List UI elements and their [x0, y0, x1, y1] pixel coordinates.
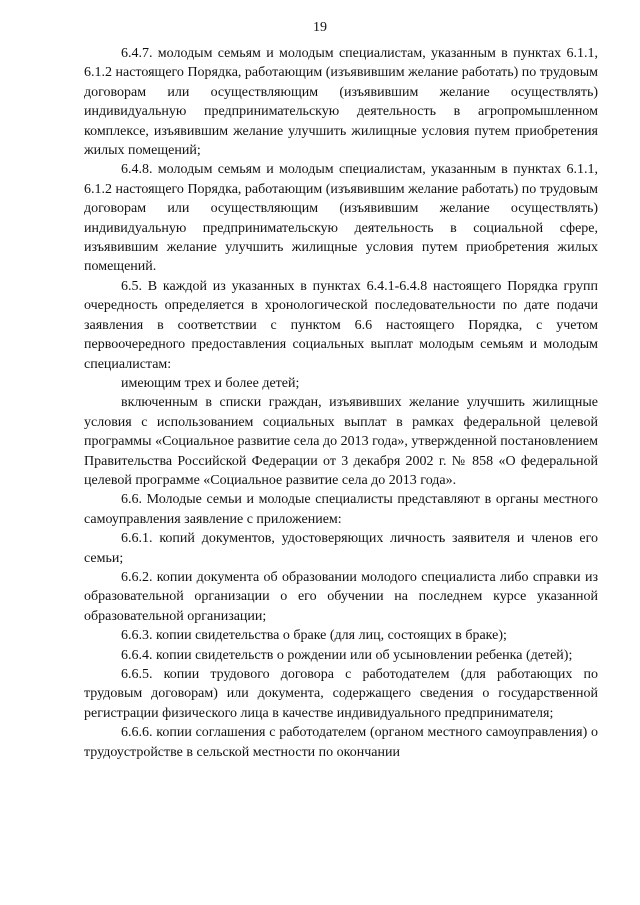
document-body — [84, 44, 598, 762]
list-item-three-children: имеющим трех и более детей; — [121, 375, 300, 391]
paragraph-6-6: 6.6. Молодые семьи и молодые специалисты представляют в органы местного самоуправления заявление с приложением: — [84, 492, 598, 527]
paragraph-6-4-8: 6.4.8. молодым семьям и молодым специалистам, указанным в пунктах 6.1.1, 6.1.2 настоящего Порядка, работающим (изъявившим желание работать) по трудовым договорам или осуществляющим (изъявившим желание осуществлять) индивидуальную предпринимательскую деятельность в социальной сфере, изъявившим желание улучшить жилищные условия путем приобретения жилых помещений. — [84, 162, 598, 275]
paragraph-6-6-2: 6.6.2. копии документа об образовании молодого специалиста либо справки из образовательной организации о его обучении на последнем курсе указанной образовательной организации; — [84, 569, 598, 624]
paragraph-6-5: 6.5. В каждой из указанных в пунктах 6.4.1-6.4.8 настоящего Порядка групп очередность определяется в хронологической последовательности по дате подачи заявления в соответствии с пунктом 6.6 настоящего Порядка, с учетом первоочередного предоставления социальных выплат молодым семьям и молодым специалистам: — [84, 278, 598, 372]
list-item-federal-program: включенным в списки граждан, изъявивших желание улучшить жилищные условия с использованием социальных выплат в рамках федеральной целевой программы «Социальное развитие села до 2013 года», утвержденной постановлением Правительства Российской Федерации от 3 декабря 2002 г. № 858 «О федеральной целевой программе «Социальное развитие села до 2013 года». — [84, 395, 598, 488]
paragraph-6-6-3: 6.6.3. копии свидетельства о браке (для лиц, состоящих в браке); — [121, 628, 507, 644]
paragraph-6-6-6: 6.6.6. копии соглашения с работодателем (органом местного самоуправления) о трудоустройстве в сельской местности по окончании — [84, 725, 598, 760]
paragraph-6-4-7: 6.4.7. молодым семьям и молодым специалистам, указанным в пунктах 6.1.1, 6.1.2 настоящего Порядка, работающим (изъявившим желание работать) по трудовым договорам или осуществляющим (изъявившим желание осуществлять) индивидуальную предпринимательскую деятельность в агропромышленном комплексе, изъявившим желание улучшить жилищные условия путем приобретения жилых помещений; — [84, 46, 598, 159]
paragraph-6-6-5: 6.6.5. копии трудового договора с работодателем (для работающих по трудовым договорам) или документа, содержащего сведения о государственной регистрации физического лица в качестве индивидуального предпринимателя; — [84, 667, 598, 721]
paragraph-6-6-1: 6.6.1. копий документов, удостоверяющих личность заявителя и членов его семьи; — [84, 531, 598, 566]
page-number: 19 — [313, 20, 327, 35]
paragraph-6-6-4: 6.6.4. копии свидетельств о рождении или об усыновлении ребенка (детей); — [121, 647, 573, 663]
